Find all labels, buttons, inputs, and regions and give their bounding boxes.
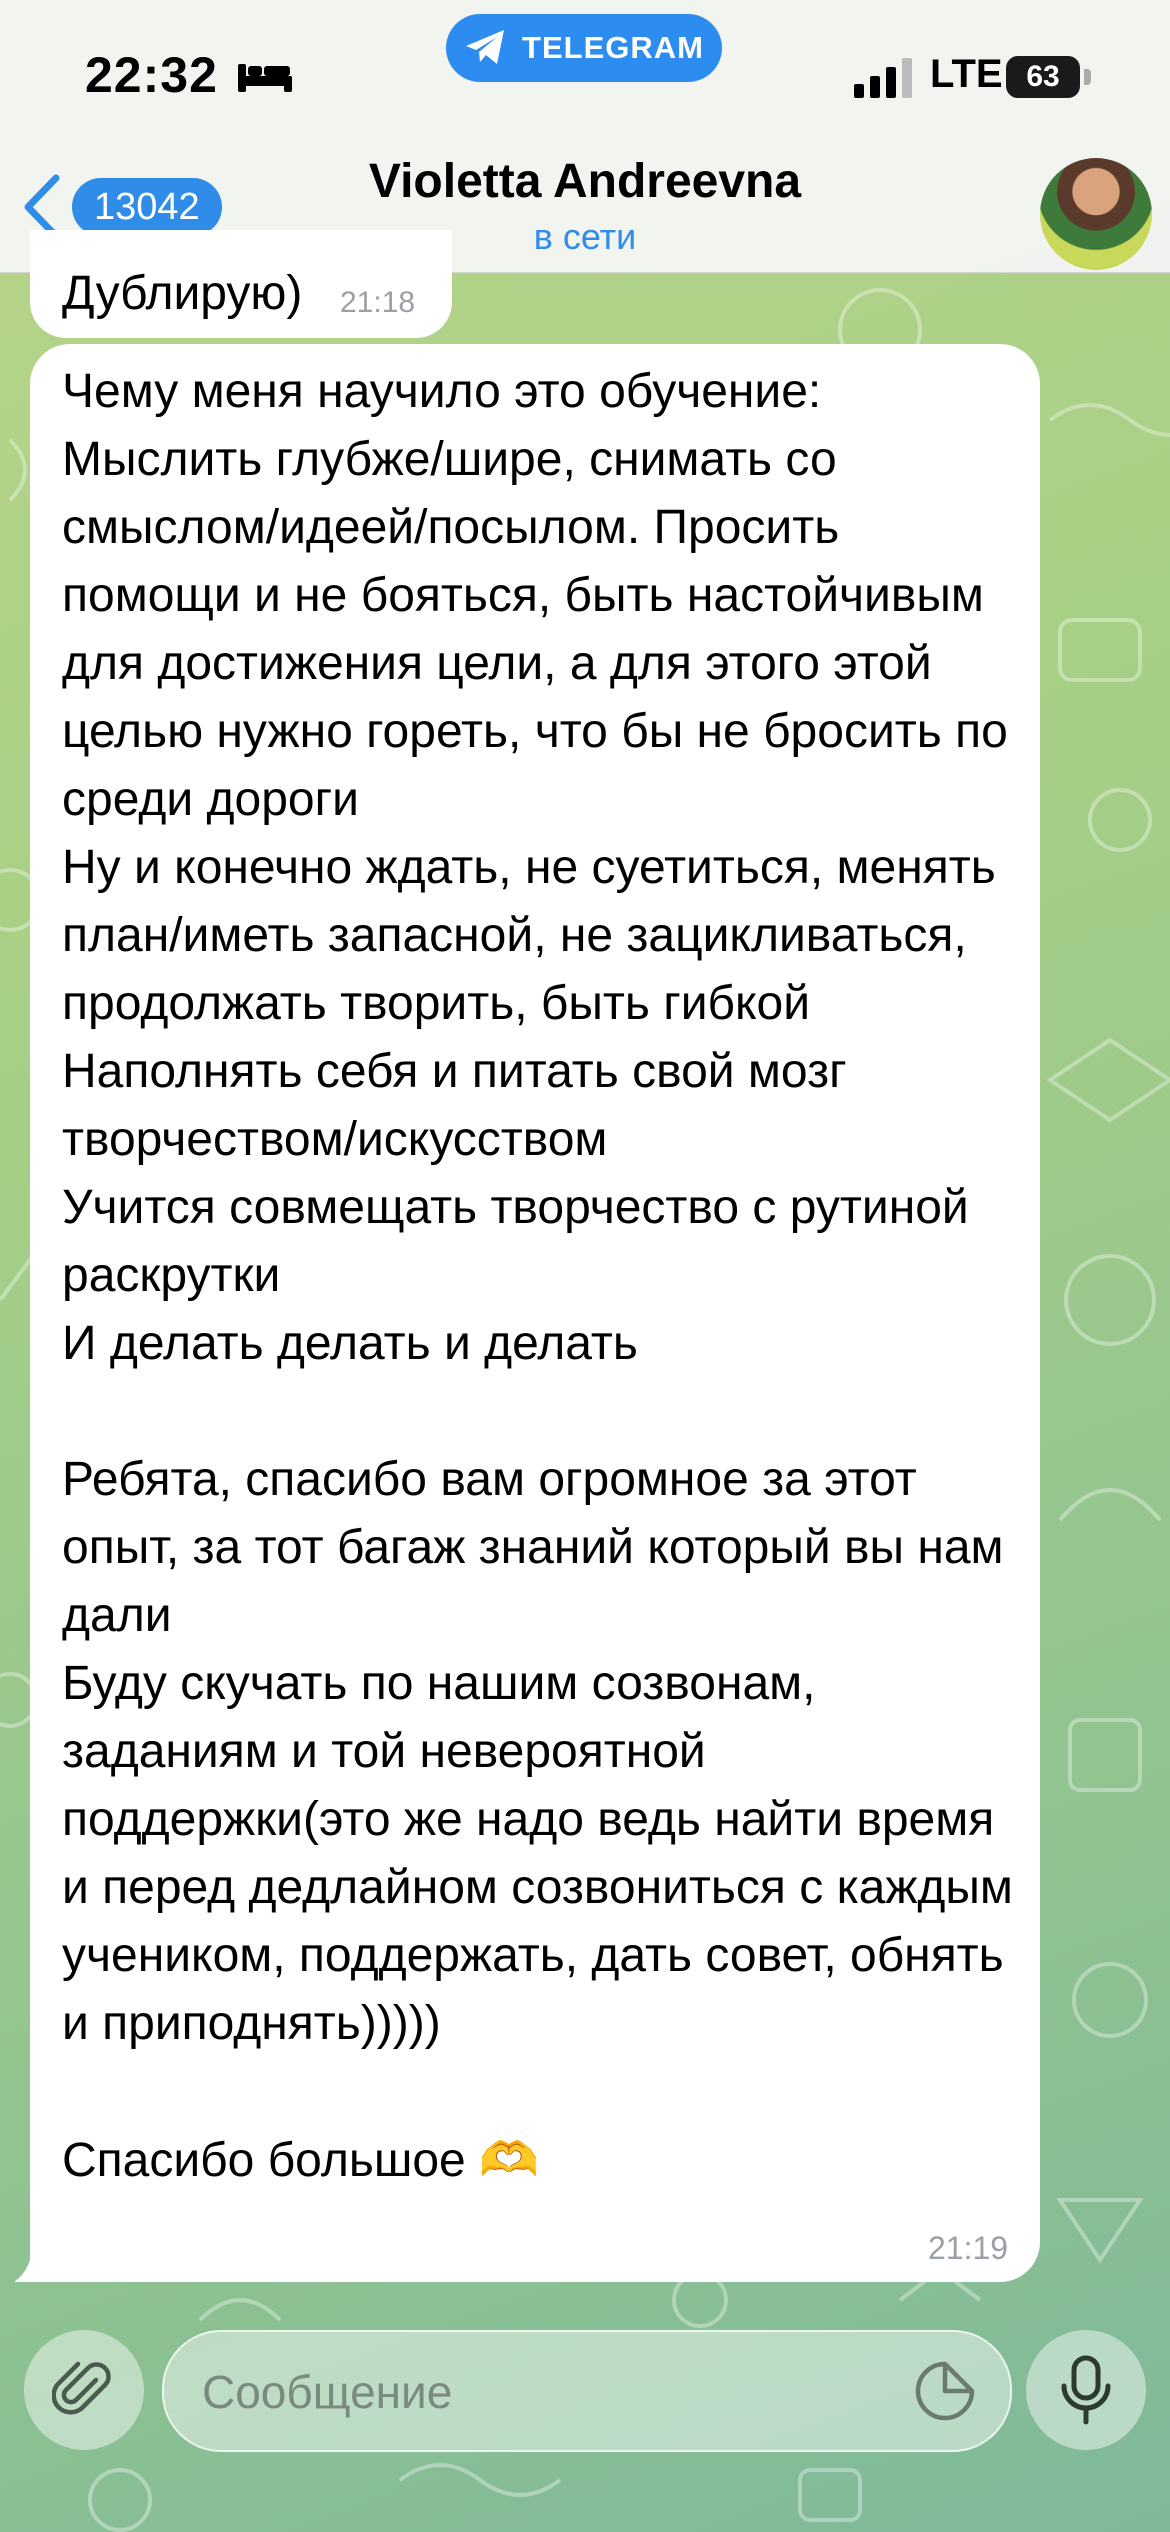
network-type: LTE — [930, 52, 1003, 96]
battery-nub — [1084, 69, 1091, 85]
battery-icon — [1006, 56, 1090, 98]
message-text — [62, 358, 1030, 2195]
message-bubble[interactable] — [30, 344, 1040, 2282]
message-time: 21:18 — [340, 286, 416, 319]
attach-button[interactable] — [24, 2330, 144, 2450]
unread-count-badge: 13042 — [72, 178, 222, 236]
message-time: 21:19 — [928, 2230, 1009, 2266]
sticker-icon[interactable] — [914, 2360, 976, 2422]
paperclip-icon — [52, 2358, 116, 2422]
contact-avatar[interactable] — [1040, 158, 1152, 270]
message-bubble[interactable] — [30, 230, 452, 338]
message-text: Дублирую) — [62, 267, 303, 320]
sleep-focus-icon — [238, 58, 292, 92]
status-time: 22:32 — [85, 47, 218, 103]
heart-hands-emoji: 🫶 — [479, 2132, 539, 2188]
telegram-plane-icon — [464, 28, 508, 68]
microphone-icon — [1056, 2354, 1116, 2426]
message-body: Чему меня научило это обучение: Мыслить глубже/шире, снимать со смыслом/идеей/посылом. Просить помощи и не бояться, быть настойчивым для достижения цели, а для этого этой целью нужно гореть, что бы не бросить по среди дороги Ну и конечно ждать, не суетиться, менять план/иметь запасной, не зацикливаться, продолжать творить, быть гибкой Наполнять себя и питать свой мозг творчеством/искусством Учится совмещать творчество с рутиной раскрутки И делать делать и делать Ребята, спасибо вам огромное за этот опыт, за тот багаж знаний который вы нам дали Буду скучать по нашим созвонам, заданиям и той невероятной поддержки(это же надо ведь найти время и перед дедлайном созвониться с каждым учеником, поддержать, дать совет, обнять и приподнять))))) Спасибо большое — [62, 365, 1013, 2187]
message-input-container[interactable] — [162, 2330, 1012, 2452]
cellular-signal-icon — [854, 58, 914, 98]
telegram-app-pill[interactable] — [446, 14, 722, 82]
battery-level: 63 — [1006, 56, 1080, 98]
online-status: в сети — [533, 216, 637, 257]
chat-title[interactable]: Violetta Andreevna — [368, 155, 802, 208]
voice-record-button[interactable] — [1026, 2330, 1146, 2450]
telegram-pill-label: TELEGRAM — [522, 30, 704, 65]
message-input[interactable] — [200, 2354, 904, 2430]
